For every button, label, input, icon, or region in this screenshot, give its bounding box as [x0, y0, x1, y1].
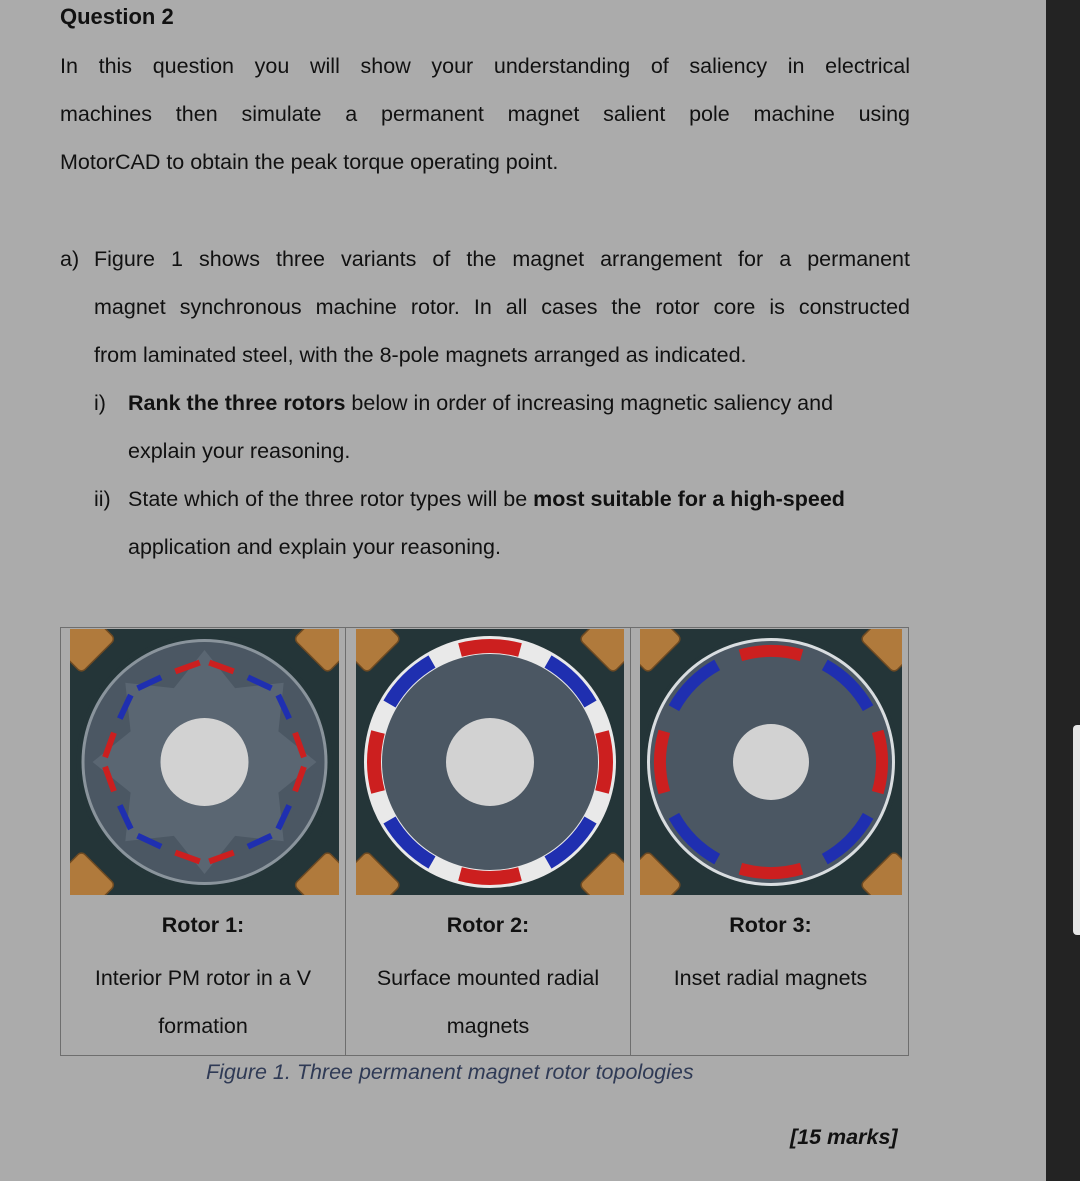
- sub-ii-label: ii): [94, 487, 111, 511]
- part-a-line: magnet synchronous machine rotor. In all cases the rotor core is constructed: [94, 295, 910, 319]
- rotor-2-description: [346, 954, 630, 1050]
- shaft: [446, 718, 534, 806]
- rotor-1-desc-line: Interior PM rotor in a V: [94, 966, 312, 990]
- sub-ii-bold: most suitable for a high-speed: [533, 487, 845, 511]
- rotor-3-image: [640, 629, 902, 895]
- rotor-1-image: [70, 629, 339, 895]
- shaft: [733, 724, 809, 800]
- sub-ii-text: State which of the three rotor types will be: [128, 487, 534, 511]
- figure-caption: Figure 1. Three permanent magnet rotor topologies: [206, 1060, 694, 1084]
- sub-i-line2: explain your reasoning.: [128, 439, 351, 463]
- figure-table: [60, 627, 909, 1056]
- rotor-2-cell: [346, 628, 631, 1055]
- surface-magnet: [460, 874, 520, 878]
- shaft: [161, 718, 249, 806]
- rotor-1-desc-line: formation: [158, 1014, 248, 1038]
- inset-magnet: [740, 869, 801, 873]
- surface-magnet: [602, 732, 606, 792]
- question-title: Question 2: [60, 4, 174, 29]
- intro-paragraph: [60, 42, 910, 186]
- rotor-3-description: [631, 954, 910, 1002]
- part-a-label: a): [60, 247, 80, 271]
- intro-line: In this question you will show your understanding of saliency in electrical: [60, 54, 910, 78]
- sub-i-bold: Rank the three rotors: [128, 391, 346, 415]
- surface-magnet: [374, 732, 378, 792]
- marks-label: [15 marks]: [790, 1125, 898, 1149]
- intro-line: MotorCAD to obtain the peak torque operating point.: [60, 150, 559, 174]
- inset-magnet: [660, 731, 664, 792]
- sub-i-label: i): [94, 391, 106, 415]
- rotor-3-diagram: [640, 629, 902, 895]
- rotor-1-description: [61, 954, 345, 1050]
- side-panel: [1046, 0, 1080, 1181]
- scrollbar-thumb[interactable]: [1073, 725, 1080, 935]
- rotor-3-title: Rotor 3:: [729, 913, 812, 937]
- rotor-2-image: [356, 629, 624, 895]
- rotor-2-title: Rotor 2:: [446, 913, 530, 937]
- part-a-line: Figure 1 shows three variants of the magnet arrangement for a permanent: [94, 247, 910, 271]
- rotor-1-diagram: [70, 629, 339, 895]
- rotor-1-title: Rotor 1:: [161, 913, 245, 937]
- rotor-3-cell: [631, 628, 910, 1055]
- inset-magnet: [740, 651, 801, 655]
- intro-line: machines then simulate a permanent magnet salient pole machine using: [60, 102, 910, 126]
- part-a-line: from laminated steel, with the 8-pole magnets arranged as indicated.: [94, 343, 747, 367]
- surface-magnet: [460, 646, 520, 650]
- rotor-2-desc-line: magnets: [446, 1014, 530, 1038]
- rotor-3-desc-line: Inset radial magnets: [673, 966, 868, 990]
- rotor-2-desc-line: Surface mounted radial: [376, 966, 600, 990]
- inset-magnet: [878, 731, 882, 792]
- sub-ii-line2: application and explain your reasoning.: [128, 535, 501, 559]
- rotor-1-cell: [61, 628, 346, 1055]
- sub-i-text: below in order of increasing magnetic saliency and: [345, 391, 834, 415]
- rotor-2-diagram: [356, 629, 624, 895]
